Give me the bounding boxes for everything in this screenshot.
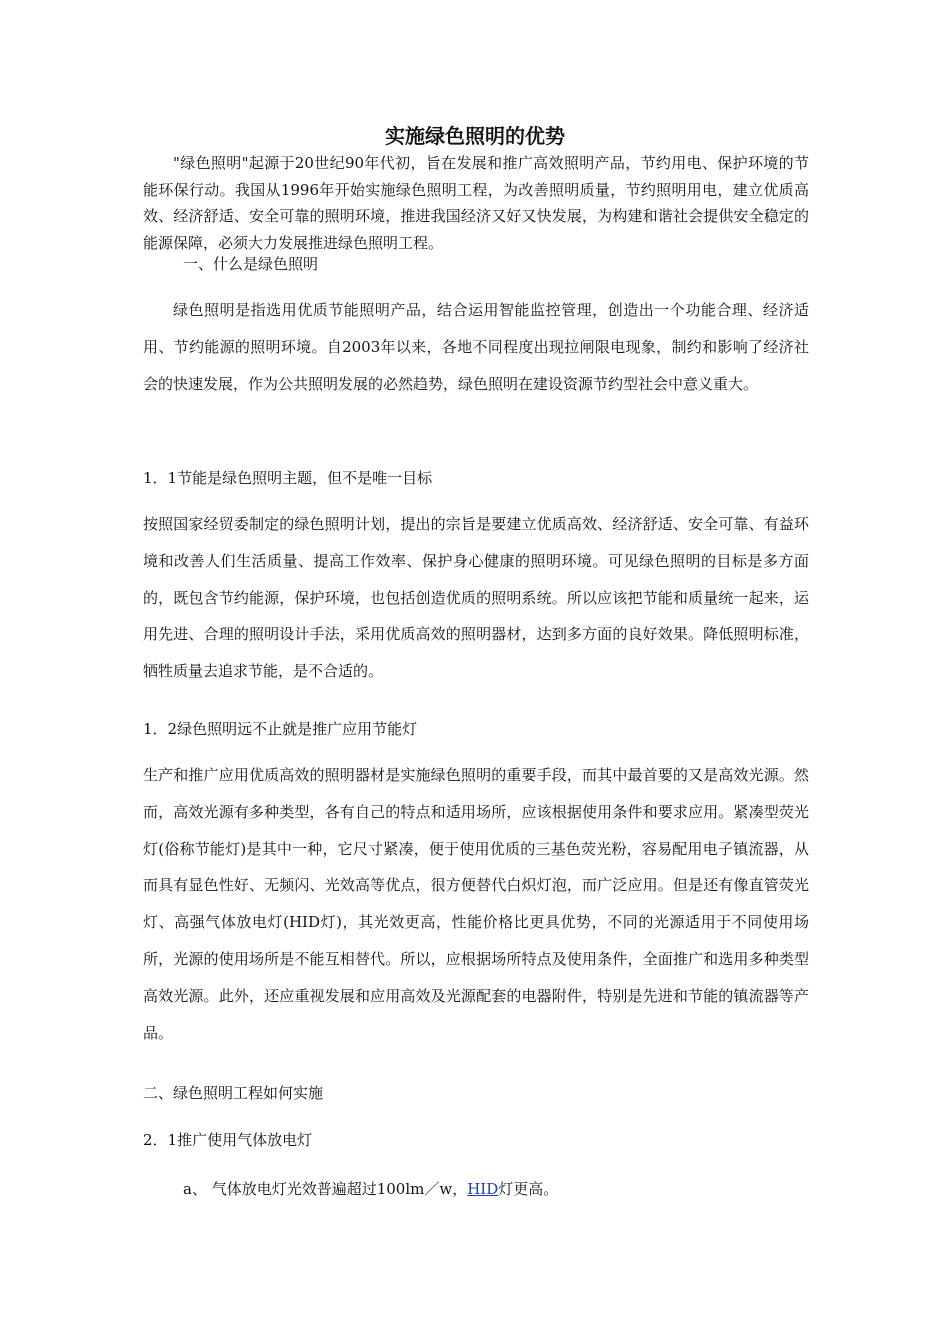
subsection-1-1-paragraph: 按照国家经贸委制定的绿色照明计划，提出的宗旨是要建立优质高效、经济舒适、安全可靠、有益环境和改善人们生活质量、提高工作效率、保护身心健康的照明环境。可见绿色照明的目标是多方面的，既包含节约能源，保护环境，也包括创造优质的照明系统。所以应该把节能和质量统一起来，运用先进、合理的照明设计手法，采用优质高效的照明器材，达到多方面的良好效果。降低照明标准，牺牲质量去追求节能，是不合适的。: [143, 515, 809, 681]
section-1-heading: 一、什么是绿色照明: [183, 255, 319, 273]
subsection-1-2-heading: 1．2绿色照明远不止就是推广应用节能灯: [143, 720, 418, 738]
hid-link[interactable]: HID: [467, 1180, 499, 1198]
document-title: 实施绿色照明的优势: [385, 124, 565, 148]
subsection-1-1-heading: 1．1节能是绿色照明主题，但不是唯一目标: [143, 469, 433, 487]
subsection-2-1-heading: 2．1推广使用气体放电灯: [143, 1131, 313, 1149]
list-item-a-prefix: a、 气体放电灯光效普遍超过100lm／w，: [183, 1180, 468, 1198]
list-item-a: [183, 1176, 558, 1202]
section-2-heading: 二、绿色照明工程如何实施: [143, 1084, 324, 1102]
intro-paragraph: "绿色照明"起源于20世纪90年代初，旨在发展和推广高效照明产品，节约用电、保护环境的节能环保行动。我国从1996年开始实施绿色照明工程，为改善照明质量，节约照明用电，建立优质高效、经济舒适、安全可靠的照明环境，推进我国经济又好又快发展，为构建和谐社会提供安全稳定的能源保障，必须大力发展推进绿色照明工程。: [143, 154, 809, 252]
subsection-1-2-paragraph: 生产和推广应用优质高效的照明器材是实施绿色照明的重要手段，而其中最首要的又是高效光源。然而，高效光源有多种类型，各有自己的特点和适用场所，应该根据使用条件和要求应用。紧凑型荧光灯(俗称节能灯)是其中一种，它尺寸紧凑，便于使用优质的三基色荧光粉，容易配用电子镇流器，从而具有显色性好、无频闪、光效高等优点，很方便替代白炽灯泡，而广泛应用。但是还有像直管荧光灯、高强气体放电灯(HID灯)，其光效更高，性能价格比更具优势，不同的光源适用于不同使用场所，光源的使用场所是不能互相替代。所以，应根据场所特点及使用条件，全面推广和选用多种类型高效光源。此外，还应重视发展和应用高效及光源配套的电器附件，特别是先进和节能的镇流器等产品。: [143, 766, 809, 1042]
section-1-paragraph: 绿色照明是指选用优质节能照明产品，结合运用智能监控管理，创造出一个功能合理、经济适用、节约能源的照明环境。自2003年以来，各地不同程度出现拉闸限电现象，制约和影响了经济社会的快速发展，作为公共照明发展的必然趋势，绿色照明在建设资源节约型社会中意义重大。: [143, 301, 809, 393]
list-item-a-suffix: 灯更高。: [498, 1180, 559, 1198]
